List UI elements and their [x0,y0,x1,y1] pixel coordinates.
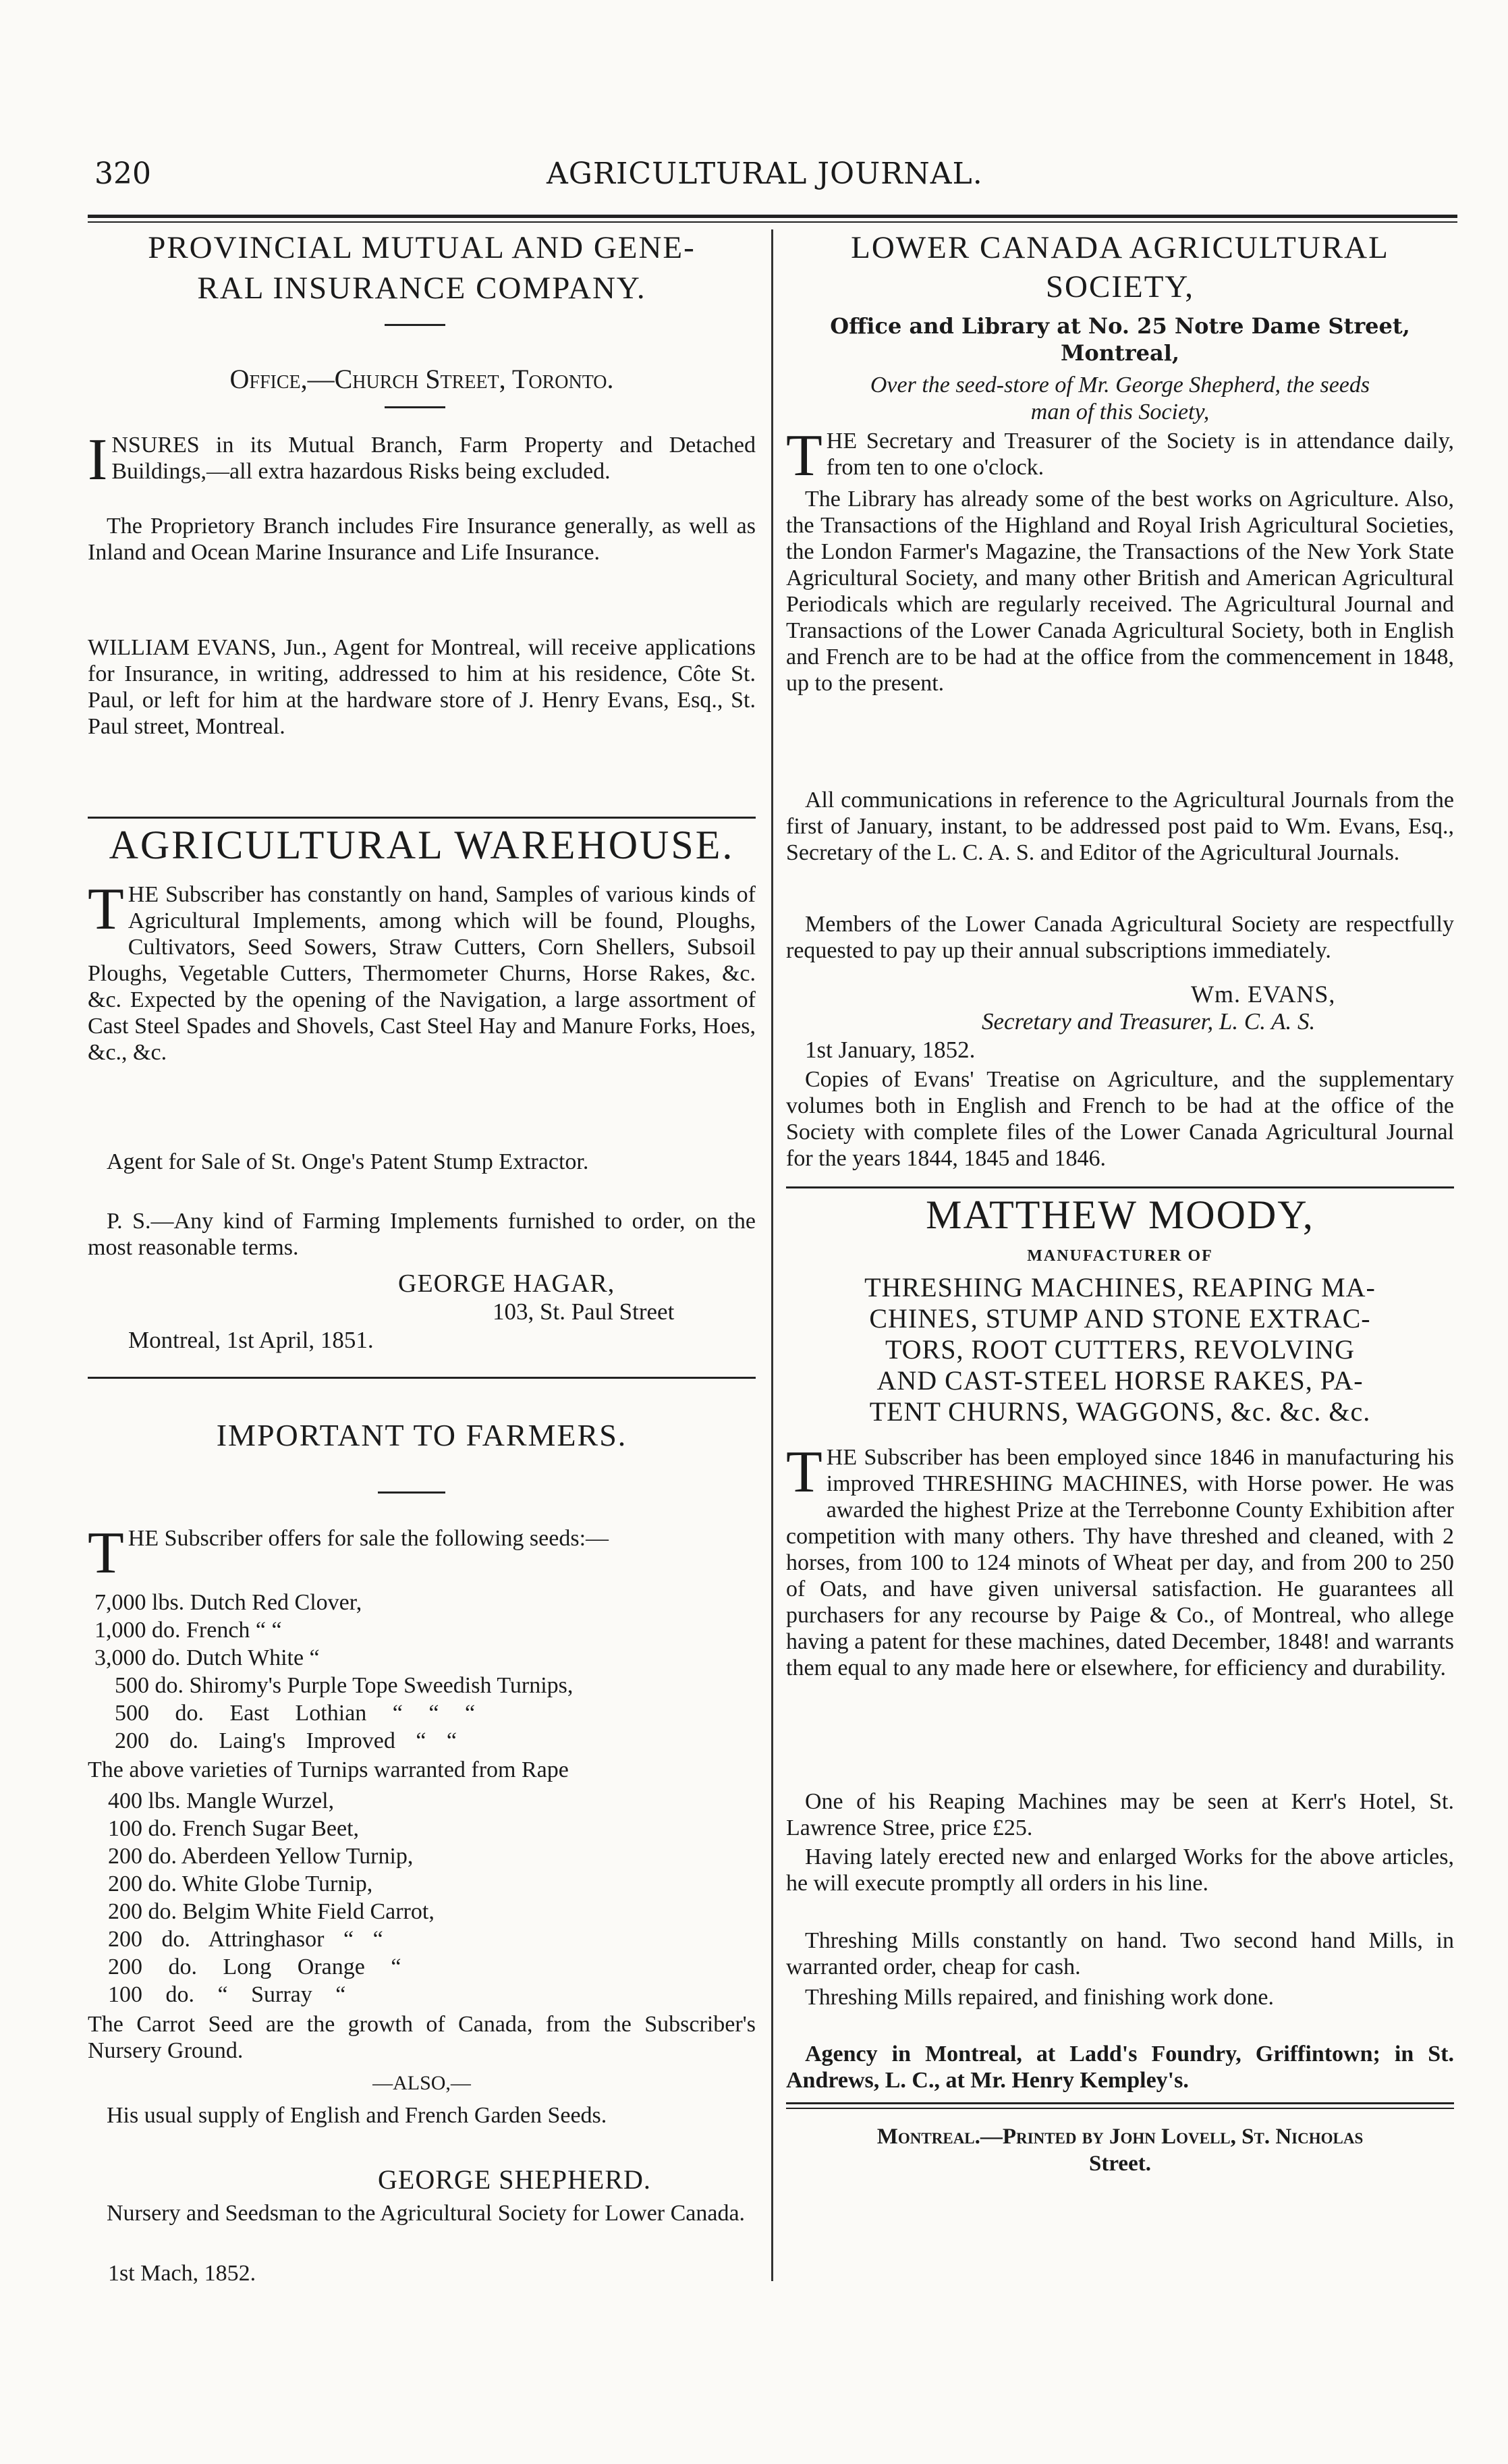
farmers-carrot: The Carrot Seed are the growth of Canada, from the Subscriber's Nursery Ground. [88,2012,756,2063]
section-rule-thin [786,2108,1454,2109]
insurance-title-2: RAL INSURANCE COMPANY. [197,271,646,306]
paragraph-text: HE Subscriber has been employed since 1846 in manufacturing his improved THRESHING MACHINES, with Horse power. He was awarded the highest Prize at the Terrebonne County Exhibition after competition with many others. Thy have threshed and cleaned, with 2 horses, from 100 to 124 minots of Wheat per day, and from 200 to 250 of Oats, and have given universal satisfaction. He guarantees all purchasers for any recourse by Paige & Co., of Montreal, who allege having a patent for these machines, dated December, 1848! and warrants them equal to any made here or elsewhere, for efficiency and durability. [786,1445,1454,1680]
short-rule [385,324,445,326]
farmers-title: IMPORTANT TO FARMERS. [216,1418,627,1452]
farmers-date: 1st Mach, 1852. [108,2261,256,2286]
society-office-1: Office and Library at No. 25 Notre Dame Street, [830,313,1410,339]
warehouse-date: Montreal, 1st April, 1851. [128,1327,374,1353]
insurance-title-1: PROVINCIAL MUTUAL AND GENE- [148,230,696,265]
drop-cap: T [88,1521,124,1586]
moody-para-4: Threshing Mills constantly on hand. Two second hand Mills, in warranted order, cheap for cash. [786,1928,1454,1979]
society-title-2: SOCIETY, [1045,269,1195,304]
moody-products-2: CHINES, STUMP AND STONE EXTRAC- [869,1303,1371,1334]
section-rule [88,1377,756,1379]
seed-item: 7,000 lbs. Dutch Red Clover, [94,1590,362,1615]
insurance-office: Office,—Church Street, Toronto. [229,364,614,394]
seed-item: 100 do. “ Surray “ [108,1982,346,2007]
society-para-5: Copies of Evans' Treatise on Agriculture, and the supplementary volumes both in English and French to be had at the office of the Society with complete files of the Lower Canada Agricultural Journal for the years 1844, 1845 and 1846. [786,1067,1454,1171]
column-divider [771,229,773,2281]
short-rule [385,406,445,408]
farmers-garden: His usual supply of English and French Garden Seeds. [107,2103,607,2128]
farmers-signature-name: GEORGE SHEPHERD. [378,2164,651,2195]
journal-title: AGRICULTURAL JOURNAL. [547,157,983,191]
moody-products-3: TORS, ROOT CUTTERS, REVOLVING [885,1334,1356,1365]
paragraph-text: HE Secretary and Treasurer of the Society is in attendance daily, from ten to one o'clock. [826,429,1454,480]
seed-item: 400 lbs. Mangle Wurzel, [108,1788,335,1813]
moody-manufacturer: MANUFACTURER OF [1027,1247,1213,1265]
seed-item: 200 do. Aberdeen Yellow Turnip, [108,1844,414,1869]
imprint-line-2: Street. [1089,2152,1151,2176]
warehouse-para-2: Agent for Sale of St. Onge's Patent Stump Extractor. [107,1149,589,1174]
page-number: 320 [94,157,151,191]
moody-products-4: AND CAST-STEEL HORSE RAKES, PA- [876,1365,1364,1396]
society-para-1 [786,423,1454,489]
imprint-line-1: Montreal.—Printed by John Lovell, St. Nicholas [876,2125,1364,2149]
moody-para-6: Agency in Montreal, at Ladd's Foundry, Griffintown; in St. Andrews, L. C., at Mr. Henry Kempley's. [786,2042,1454,2093]
warehouse-para-3: P. S.—Any kind of Farming Implements furnished to order, on the most reasonable terms. [88,1209,756,1260]
section-rule [88,817,756,819]
paragraph-text: NSURES in its Mutual Branch, Farm Property and Detached Buildings,—all extra hazardous Risks being excluded. [111,433,756,484]
farmers-also: —ALSO,— [372,2072,471,2094]
page-header [94,157,1414,204]
seed-item: 3,000 do. Dutch White “ [94,1645,320,1670]
seed-item: 200 do. White Globe Turnip, [108,1871,373,1896]
drop-cap: T [88,877,124,942]
farmers-mid-line: The above varieties of Turnips warranted from Rape [88,1757,569,1782]
farmers-signature-title: Nursery and Seedsman to the Agricultural Society for Lower Canada. [107,2201,746,2226]
society-title-1: LOWER CANADA AGRICULTURAL [851,230,1389,265]
seed-item: 500 do. Shiromy's Purple Tope Sweedish Turnips, [115,1673,574,1698]
moody-para-2: One of his Reaping Machines may be seen at Kerr's Hotel, St. Lawrence Stree, price £25. [786,1789,1454,1840]
society-signature-name: Wm. EVANS, [1191,981,1336,1008]
insurance-para-1 [88,427,756,493]
seed-item: 200 do. Belgim White Field Carrot, [108,1899,435,1924]
section-rule [786,1186,1454,1188]
paragraph-text: HE Subscriber offers for sale the following seeds:— [128,1526,609,1551]
drop-cap: T [786,423,822,489]
moody-title: MATTHEW MOODY, [926,1193,1314,1237]
short-rule [378,1491,445,1494]
header-rule-thin [88,221,1457,223]
warehouse-signature-address: 103, St. Paul Street [493,1298,675,1325]
warehouse-signature-name: GEORGE HAGAR, [398,1269,615,1298]
header-rule [88,215,1457,218]
moody-para-1 [786,1440,1454,1681]
society-office-2: Montreal, [1060,340,1180,366]
warehouse-title: AGRICULTURAL WAREHOUSE. [109,823,735,867]
farmers-intro [88,1521,756,1586]
seed-item: 100 do. French Sugar Beet, [108,1816,360,1841]
moody-products-1: THRESHING MACHINES, REAPING MA- [864,1272,1376,1303]
seed-item: 200 do. Long Orange “ [108,1954,401,1979]
seed-item: 500 do. East Lothian “ “ “ [115,1701,476,1726]
society-signature-title: Secretary and Treasurer, L. C. A. S. [982,1008,1316,1035]
warehouse-para-1 [88,877,756,1066]
insurance-para-2: The Proprietory Branch includes Fire Insurance generally, as well as Inland and Ocean Marine Insurance and Life Insurance. [88,514,756,565]
insurance-para-3: WILLIAM EVANS, Jun., Agent for Montreal, will receive applications for Insurance, in writing, addressed to him at his residence, Côte St. Paul, or left for him at the hardware store of J. Henry Evans, Esq., St. Paul street, Montreal. [88,635,756,739]
seed-item: 1,000 do. French “ “ [94,1618,282,1643]
society-over-2: man of this Society, [1030,400,1210,425]
society-para-3: All communications in reference to the Agricultural Journals from the first of January, instant, to be addressed post paid to Wm. Evans, Esq., Secretary of the L. C. A. S. and Editor of the Agricultural Journals. [786,788,1454,865]
drop-cap: T [786,1440,822,1505]
moody-products-5: TENT CHURNS, WAGGONS, &c. &c. &c. [869,1396,1371,1427]
society-over-1: Over the seed-store of Mr. George Shepherd, the seeds [870,373,1370,398]
society-para-4: Members of the Lower Canada Agricultural Society are respectfully requested to pay up their annual subscriptions immediately. [786,912,1454,963]
seed-item: 200 do. Laing's Improved “ “ [115,1728,457,1753]
paragraph-text: HE Subscriber has constantly on hand, Samples of various kinds of Agricultural Implements, among which will be found, Ploughs, Cultivators, Seed Sowers, Straw Cutters, Corn Shellers, Subsoil Ploughs, Vegetable Cutters, Thermometer Churns, Horse Rakes, &c. &c. Expected by the opening of the Navigation, a large assortment of Cast Steel Spades and Shovels, Cast Steel Hay and Manure Forks, Hoes, &c., &c. [88,882,756,1065]
society-date: 1st January, 1852. [805,1037,976,1063]
section-rule [786,2102,1454,2104]
moody-para-3: Having lately erected new and enlarged Works for the above articles, he will execute promptly all orders in his line. [786,1844,1454,1896]
moody-para-5: Threshing Mills repaired, and finishing work done. [805,1985,1274,2010]
seed-item: 200 do. Attringhasor “ “ [108,1927,383,1952]
society-para-2: The Library has already some of the best works on Agriculture. Also, the Transactions of the Highland and Royal Irish Agricultural Societies, the London Farmer's Magazine, the Transactions of the New York State Agricultural Society, and many other British and American Agricultural Periodicals which are regularly received. The Agricultural Journal and Transactions of the Lower Canada Agricultural Society, both in English and French are to be had at the office from the commencement in 1848, up to the present. [786,487,1454,696]
drop-cap: I [88,427,108,493]
